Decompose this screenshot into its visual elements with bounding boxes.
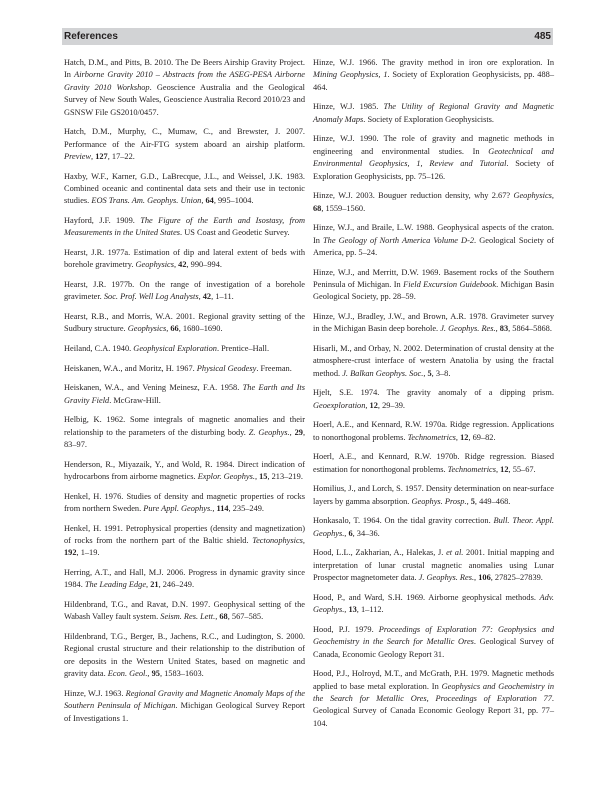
reference-entry: Hood, P., and Ward, S.H. 1969. Airborne geophysical methods. Adv. Geophys., 13, 1–112.: [313, 592, 554, 615]
reference-entry: Heiland, C.A. 1940. Geophysical Exploration. Prentice–Hall.: [64, 344, 270, 354]
reference-entry: Hinze, W.J. 1990. The role of gravity and magnetic methods in engineering and environmental studies. In Geotechnical and Environmental Geophysics, 1, Review and Tutorial. Society of Exploration Geophysicists, pp. 75–126.: [313, 134, 554, 181]
page-number: 485: [534, 31, 551, 42]
reference-entry: Honkasalo, T. 1964. On the tidal gravity correction. Bull. Theor. Appl. Geophys., 6, 34–36.: [313, 516, 555, 538]
running-title: References: [64, 31, 118, 42]
reference-entry: Hatch, D.M., and Pitts, B. 2010. The De Beers Airship Gravity Project. In Airborne Gravity 2010 – Abstracts from the ASEG-PESA Airborne Gravity 2010 Workshop. Geoscience Australia and the Geological Survey of New South Wales, Geoscience Australia Record 2010/23 and GSNSW File GS2010/0457.: [64, 58, 306, 117]
reference-entry: Hayford, J.F. 1909. The Figure of the Earth and Isostasy, from Measurements in the United States. US Coast and Geodetic Survey.: [64, 216, 306, 238]
reference-entry: Heiskanen, W.A., and Vening Meinesz, F.A. 1958. The Earth and Its Gravity Field. McGraw-Hill.: [64, 383, 305, 405]
reference-entry: Hearst, J.R. 1977b. On the range of investigation of a borehole gravimeter. Soc. Prof. Well Log Analysts, 42, 1–11.: [64, 280, 305, 302]
reference-entry: Henkel, H. 1976. Studies of density and magnetic properties of rocks from northern Sweden. Pure Appl. Geophys., 114, 235–249.: [64, 491, 305, 514]
reference-entry: Henkel, H. 1991. Petrophysical properties (density and magnetization) of rocks from the northern part of the Baltic shield. Tectonophysics, 192, 1–19.: [64, 523, 305, 558]
reference-entry: Helbig, K. 1962. Some integrals of magnetic anomalies and their relationship to the parameters of the disturbing body. Z. Geophys., 29, 83–97.: [64, 415, 306, 450]
reference-entry: Hinze, W.J. 1966. The gravity method in iron ore exploration. In Mining Geophysics, 1. Society of Exploration Geophysicists, pp. 488–464.: [313, 58, 554, 92]
reference-entry: Haxby, W.F., Karner, G.D., LaBrecque, J.L., and Weissel, J.K. 1983. Combined oceanic and continental data sets and their use in tectonic studies. EOS Trans. Am. Geophys. Union, 64, 995–1004.: [64, 171, 305, 206]
right-column: [313, 57, 554, 737]
reference-entry: Hearst, R.B., and Morris, W.A. 2001. Regional gravity setting of the Sudbury structure. Geophysics, 66, 1680–1690.: [64, 312, 305, 334]
reference-entry: Hisarli, M., and Orbay, N. 2002. Determination of crustal density at the atmosphere-crust interface of western Anatolia by using the fractal method. J. Balkan Geophys. Soc., 5, 3–8.: [313, 344, 554, 378]
reference-entry: Hjelt, S.E. 1974. The gravity anomaly of a dipping prism. Geoexploration, 12, 29–39.: [313, 388, 554, 410]
left-column: [64, 57, 305, 732]
reference-entry: Heiskanen, W.A., and Moritz, H. 1967. Physical Geodesy. Freeman.: [64, 363, 292, 373]
reference-entry: Hildenbrand, T.G., Berger, B., Jachens, R.C., and Ludington, S. 2000. Regional crustal structure and their relationship to the distribution of ore deposits in the Western United States, based on magnetic and gravity data. Econ. Geol., 95, 1583–1603.: [64, 632, 305, 679]
reference-entry: Hood, L.L., Zakharian, A., Halekas, J. et al. 2001. Initial mapping and interpretation of lunar crustal magnetic anomalies using Lunar Prospector magnetometer data. J. Geophys. Res., 106, 27825–27839.: [313, 548, 555, 583]
reference-entry: Hinze, W.J. 2003. Bouguer reduction density, why 2.67? Geophysics, 68, 1559–1560.: [313, 191, 554, 213]
reference-entry: Homilius, J., and Lorch, S. 1957. Density determination on near-surface layers by gamma absorption. Geophys. Prosp., 5, 449–468.: [313, 484, 554, 506]
reference-entry: Hood, P.J., Holroyd, M.T., and McGrath, P.H. 1979. Magnetic methods applied to base metal exploration. In Geophysics and Geochemistry in the Search for Metallic Ores, Proceedings of Exploration 77. Geological Survey of Canada Economic Geology Report 31, pp. 77–104.: [313, 669, 554, 728]
reference-entry: Hoerl, A.E., and Kennard, R.W. 1970b. Ridge regression. Biased estimation for nonorthogonal problems. Technometrics, 12, 55–67.: [313, 452, 554, 474]
reference-entry: Hinze, W.J., and Braile, L.W. 1988. Geophysical aspects of the craton. In The Geology of North America Volume D-2. Geological Society of America, pp. 5–24.: [313, 223, 554, 258]
reference-entry: Herring, A.T., and Hall, M.J. 2006. Progress in dynamic gravity since 1984. The Leading Edge, 21, 246–249.: [64, 568, 305, 590]
reference-entry: Hildenbrand, T.G., and Ravat, D.N. 1997. Geophysical setting of the Wabash Valley fault system. Seism. Res. Lett., 68, 567–585.: [64, 600, 305, 622]
reference-entry: Hearst, J.R. 1977a. Estimation of dip and lateral extent of beds with borehole gravimetry. Geophysics, 42, 990–994.: [64, 248, 305, 270]
reference-entry: Hinze, W.J., and Merritt, D.W. 1969. Basement rocks of the Southern Peninsula of Michigan. In Field Excursion Guidebook. Michigan Basin Geological Society, pp. 28–59.: [313, 267, 554, 302]
reference-entry: Hoerl, A.E., and Kennard, R.W. 1970a. Ridge regression. Applications to nonorthogonal problems. Technometrics, 12, 69–82.: [313, 420, 554, 442]
reference-entry: Hood, P.J. 1979. Proceedings of Exploration 77: Geophysics and Geochemistry in the Search for Metallic Ores. Geological Survey of Canada, Economic Geology Report 31.: [313, 624, 554, 659]
reference-entry: Hinze, W.J., Bradley, J.W., and Brown, A.R. 1978. Gravimeter survey in the Michigan Basin deep borehole. J. Geophys. Res., 83, 5864–5868.: [313, 312, 554, 334]
reference-entry: Henderson, R., Miyazaik, Y., and Wold, R. 1984. Direct indication of hydrocarbons from airborne magnetics. Explor. Geophys., 15, 213–219.: [64, 459, 305, 482]
reference-entry: Hatch, D.M., Murphy, C., Mumaw, C., and Brewster, J. 2007. Performance of the Air-FTG system aboard an airship platform. Preview, 127, 17–22.: [64, 127, 305, 162]
reference-entry: Hinze, W.J. 1985. The Utility of Regional Gravity and Magnetic Anomaly Maps. Society of Exploration Geophysicists.: [313, 102, 554, 124]
running-header: [62, 28, 553, 45]
reference-entry: Hinze, W.J. 1963. Regional Gravity and Magnetic Anomaly Maps of the Southern Peninsula of Michigan. Michigan Geological Survey Report of Investigations 1.: [64, 688, 305, 723]
